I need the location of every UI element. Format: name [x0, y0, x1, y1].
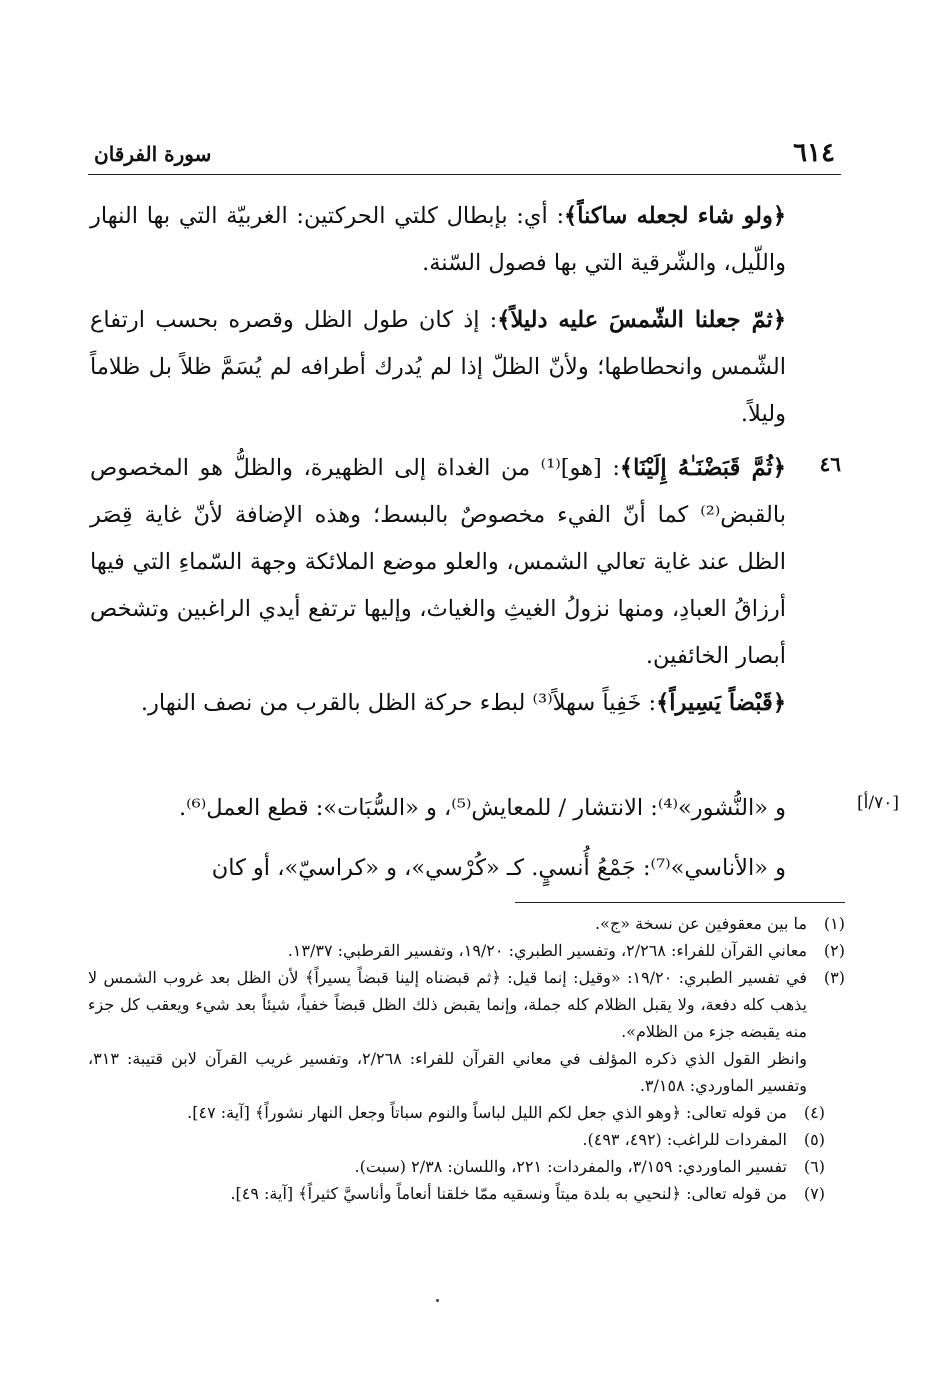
- commentary-text: : أي: بإبطال كلتي الحركتين: الغربيّة التي بها النهار واللّيل، والشّرقية التي بها فصول السّنة.: [90, 203, 786, 276]
- footnote-number: (٦): [803, 1157, 825, 1176]
- footnote-number: (٥): [803, 1130, 825, 1149]
- footnote-3: [88, 964, 845, 1099]
- surah-title: سورة الفرقان: [94, 142, 212, 166]
- footnote-number: (١): [823, 914, 845, 933]
- page-header: [88, 138, 841, 175]
- footnote-2: [88, 937, 845, 964]
- commentary-text: : إذ كان طول الظل وقصره بحسب ارتفاع الشّمس وانحطاطها؛ ولأنّ الظلّ إذا لم يُدرك أطرافه لم يُسَمَّ ظلاً بل ظلاماً وليلاً.: [90, 307, 786, 427]
- footnote-text: من قوله تعالى: ﴿وهو الذي جعل لكم الليل لباساً والنوم سباتاً وجعل النهار نشوراً﴾ [آية: ٤٧].: [187, 1103, 787, 1122]
- footnote-text: من قوله تعالى: ﴿لنحيي به بلدة ميتاً ونسقيه ممّا خلقنا أنعاماً وأناسيَّ كثيراً﴾ [آية: ٤٩].: [230, 1184, 787, 1203]
- footnote-number: (٧): [803, 1184, 825, 1203]
- commentary-text: و «الأناسي»⁽⁷⁾: جَمْعُ أُنسيٍ. كـ «كُرْسي»، و «كراسيّ»، أو كان: [211, 855, 786, 881]
- scan-speck: [436, 1299, 439, 1302]
- paragraph-4: [90, 680, 786, 727]
- commentary-text: : خَفِياً سهلاً⁽³⁾ لبطء حركة الظل بالقرب من نصف النهار.: [140, 690, 657, 716]
- quran-quote: ﴿ثُمَّ قَبَضْنَـٰهُ إِلَيْنَا﴾: [619, 455, 786, 481]
- footnote-continuation: وانظر القول الذي ذكره المؤلف في معاني القرآن للفراء: ٢/٢٦٨، وتفسير غريب القرآن لابن قتيبة: ٣١٣، وتفسير الماوردي: ٣/١٥٨.: [88, 1049, 808, 1095]
- footnote-number: (٣): [823, 968, 845, 987]
- manuscript-folio-ref: [٧٠/أ]: [857, 793, 899, 813]
- footnote-separator: [515, 902, 845, 903]
- paragraph-6: [90, 845, 786, 892]
- footnote-1: [88, 910, 845, 937]
- footnote-number: (٤): [803, 1103, 825, 1122]
- paragraph-3: [90, 445, 786, 680]
- footnote-5: [88, 1126, 845, 1153]
- footnote-text: في تفسير الطبري: ١٩/٢٠: «وقيل: إنما قيل: ﴿ثم قبضناه إلينا قبضاً يسيراً﴾ لأن الظل بعد غروب الشمس لا يذهب كله دفعة، ولا يقبل الظلام كله جملة، وإنما يقبض ذلك الظل قبضاً خفياً، شيئاً بعد شيء ويعقب كل جزء منه يقبضه جزء من الظلام».: [88, 968, 807, 1041]
- footnote-text: ما بين معقوفين عن نسخة «ج».: [595, 914, 807, 933]
- footnote-number: (٢): [823, 941, 845, 960]
- quran-quote: ﴿قَبْضاً يَسِيراً﴾: [656, 690, 786, 716]
- commentary-text: : [هو]⁽¹⁾ من الغداة إلى الظهيرة، والظلُّ هو المخصوص بالقبض⁽²⁾ كما أنّ الفيء مخصوصٌ بالبسط؛ وهذه الإضافة لأنّ غاية قِصَر الظل عند غاية تعالي الشمس، والعلو موضع الملائكة وجهة السّماءِ التي فيها أرزاقُ العبادِ، ومنها نزولُ الغيثِ والغياث، وإليها ترتفع أيدي الراغبين وتشخص أبصار الخائفين.: [90, 455, 786, 669]
- verse-number: ٤٦: [819, 452, 841, 476]
- footnote-4: [88, 1099, 845, 1126]
- footnote-text: المفردات للراغب: (٤٩٢، ٤٩٣).: [582, 1130, 787, 1149]
- footnote-6: [88, 1153, 845, 1180]
- footnote-text: معاني القرآن للفراء: ٢/٢٦٨، وتفسير الطبري: ١٩/٢٠، وتفسير القرطبي: ١٣/٣٧.: [287, 941, 807, 960]
- footnote-7: [88, 1180, 845, 1207]
- page-number: ٦١٤: [793, 138, 835, 168]
- footnote-text: تفسير الماوردي: ٣/١٥٩، والمفردات: ٢٢١، واللسان: ٢/٣٨ (سبت).: [354, 1157, 787, 1176]
- commentary-text: و «النُّشور»⁽⁴⁾: الانتشار / للمعايش⁽⁵⁾، و «السُّبَات»: قطع العمل⁽⁶⁾.: [178, 795, 786, 821]
- paragraph-2: [90, 297, 786, 438]
- paragraph-5: [90, 785, 786, 832]
- quran-quote: ﴿ثمّ جعلنا الشّمسَ عليه دليلاً﴾: [497, 307, 786, 333]
- quran-quote: ﴿ولو شاء لجعله ساكناً﴾: [564, 203, 787, 229]
- footnotes: [88, 910, 845, 1207]
- paragraph-1: [90, 193, 786, 287]
